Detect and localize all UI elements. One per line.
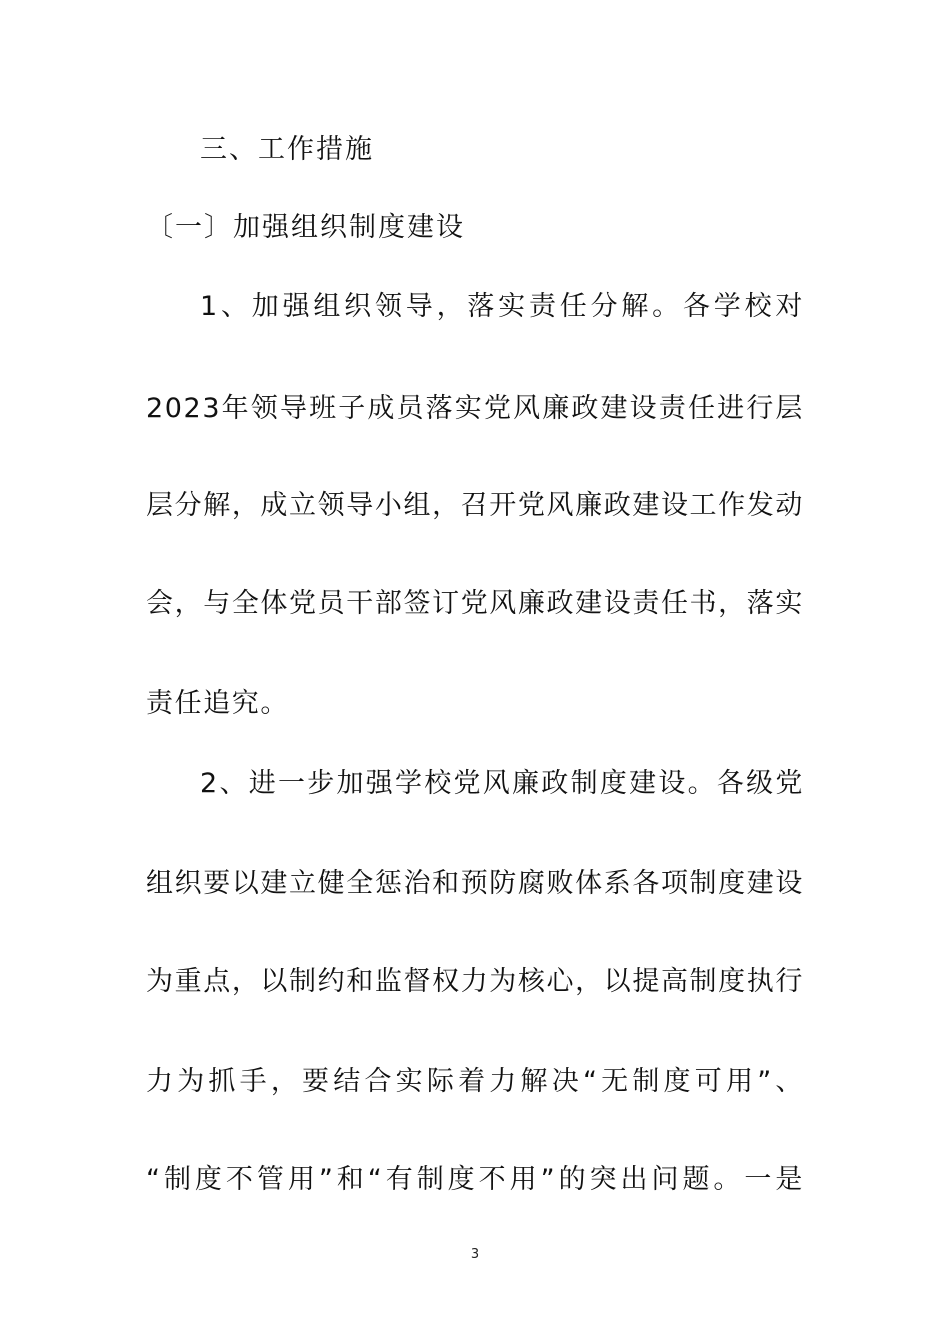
- section-heading: 三、工作措施: [200, 134, 374, 165]
- paragraph-1-line-3: 层分解，成立领导小组，召开党风廉政建设工作发动: [146, 490, 804, 521]
- paragraph-1-line-2: 2023年领导班子成员落实党风廉政建设责任进行层: [146, 393, 804, 424]
- page-number: 3: [470, 1247, 480, 1262]
- paragraph-2-line-3: 为重点，以制约和监督权力为核心，以提高制度执行: [146, 966, 804, 997]
- paragraph-2-line-2: 组织要以建立健全惩治和预防腐败体系各项制度建设: [146, 868, 804, 899]
- subsection-heading: 〔一〕加强组织制度建设: [146, 212, 465, 243]
- paragraph-1-line-4: 会，与全体党员干部签订党风廉政建设责任书，落实: [146, 588, 804, 619]
- paragraph-1-line-5: 责任追究。: [146, 688, 289, 719]
- paragraph-2-line-1: 2、进一步加强学校党风廉政制度建设。各级党: [200, 768, 804, 799]
- paragraph-2-line-4: 力为抓手，要结合实际着力解决“无制度可用”、: [146, 1066, 804, 1097]
- paragraph-2-line-5: “制度不管用”和“有制度不用”的突出问题。一是: [146, 1164, 804, 1195]
- paragraph-1-line-1: 1、加强组织领导，落实责任分解。各学校对: [200, 291, 804, 322]
